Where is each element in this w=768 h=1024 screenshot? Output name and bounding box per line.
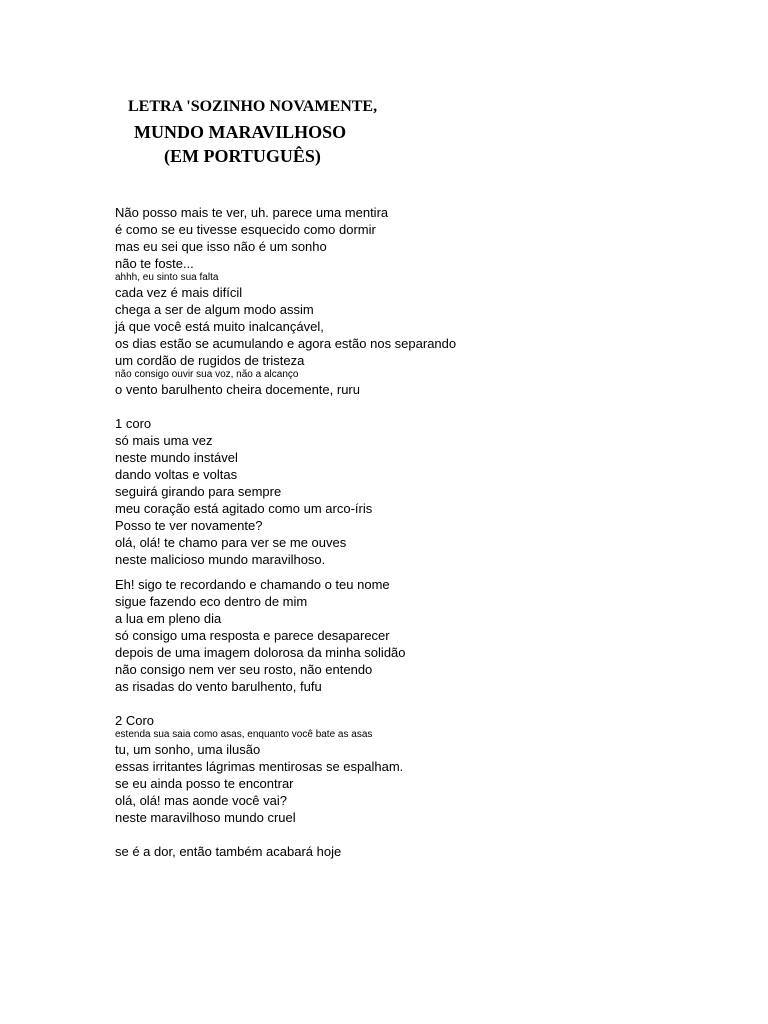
lyric-line: ahhh, eu sinto sua falta — [115, 272, 219, 283]
lyric-line: não te foste... — [115, 256, 194, 271]
lyric-line: se eu ainda posso te encontrar — [115, 776, 294, 791]
lyric-line: as risadas do vento barulhento, fufu — [115, 679, 322, 694]
lyric-line: neste maravilhoso mundo cruel — [115, 810, 296, 825]
lyric-line: meu coração está agitado como um arco-íris — [115, 501, 373, 516]
lyric-line: olá, olá! te chamo para ver se me ouves — [115, 535, 347, 550]
stanza — [115, 576, 735, 695]
stanza — [115, 204, 735, 398]
stanza-gap — [115, 568, 735, 576]
lyric-line: sigue fazendo eco dentro de mim — [115, 594, 308, 609]
lyric-line: tu, um sonho, uma ilusão — [115, 742, 261, 757]
stanza — [115, 415, 735, 568]
stanza-gap — [115, 826, 735, 843]
lyric-line: Posso te ver novamente? — [115, 518, 263, 533]
lyric-line: 2 Coro — [115, 713, 155, 728]
stanza-gap — [115, 695, 735, 712]
lyric-line: neste mundo instável — [115, 450, 238, 465]
lyric-line: já que você está muito inalcançável, — [115, 319, 324, 334]
lyric-line: seguirá girando para sempre — [115, 484, 282, 499]
lyric-line: não consigo nem ver seu rosto, não entendo — [115, 662, 373, 677]
lyric-line: estenda sua saia como asas, enquanto você bate as asas — [115, 729, 373, 740]
lyric-line: essas irritantes lágrimas mentirosas se espalham. — [115, 759, 404, 774]
stanza-gap — [115, 398, 735, 415]
lyric-line: depois de uma imagem dolorosa da minha solidão — [115, 645, 406, 660]
lyrics-body — [115, 204, 735, 860]
lyric-line: um cordão de rugidos de tristeza — [115, 353, 305, 368]
lyric-line: se é a dor, então também acabará hoje — [115, 844, 342, 859]
lyric-line: Não posso mais te ver, uh. parece uma mentira — [115, 205, 389, 220]
lyric-line: Eh! sigo te recordando e chamando o teu nome — [115, 577, 390, 592]
lyric-line: cada vez é mais difícil — [115, 285, 243, 300]
lyric-line: é como se eu tivesse esquecido como dormir — [115, 222, 376, 237]
title-line-2: MUNDO MARAVILHOSO — [134, 122, 347, 142]
title-line-3: (EM PORTUGUÊS) — [164, 146, 321, 166]
lyric-line: 1 coro — [115, 416, 152, 431]
lyric-line: chega a ser de algum modo assim — [115, 302, 314, 317]
lyric-line: dando voltas e voltas — [115, 467, 238, 482]
lyric-line: os dias estão se acumulando e agora estão nos separando — [115, 336, 457, 351]
lyric-line: olá, olá! mas aonde você vai? — [115, 793, 287, 808]
title-line-1: LETRA 'SOZINHO NOVAMENTE, — [128, 98, 378, 115]
stanza — [115, 712, 735, 826]
lyric-line: o vento barulhento cheira docemente, ruru — [115, 382, 360, 397]
stanza — [115, 843, 735, 860]
lyric-line: só mais uma vez — [115, 433, 213, 448]
lyric-line: a lua em pleno dia — [115, 611, 222, 626]
lyric-line: só consigo uma resposta e parece desaparecer — [115, 628, 390, 643]
lyric-line: neste malicioso mundo maravilhoso. — [115, 552, 326, 567]
lyric-line: não consigo ouvir sua voz, não a alcanço — [115, 369, 299, 380]
lyric-line: mas eu sei que isso não é um sonho — [115, 239, 327, 254]
